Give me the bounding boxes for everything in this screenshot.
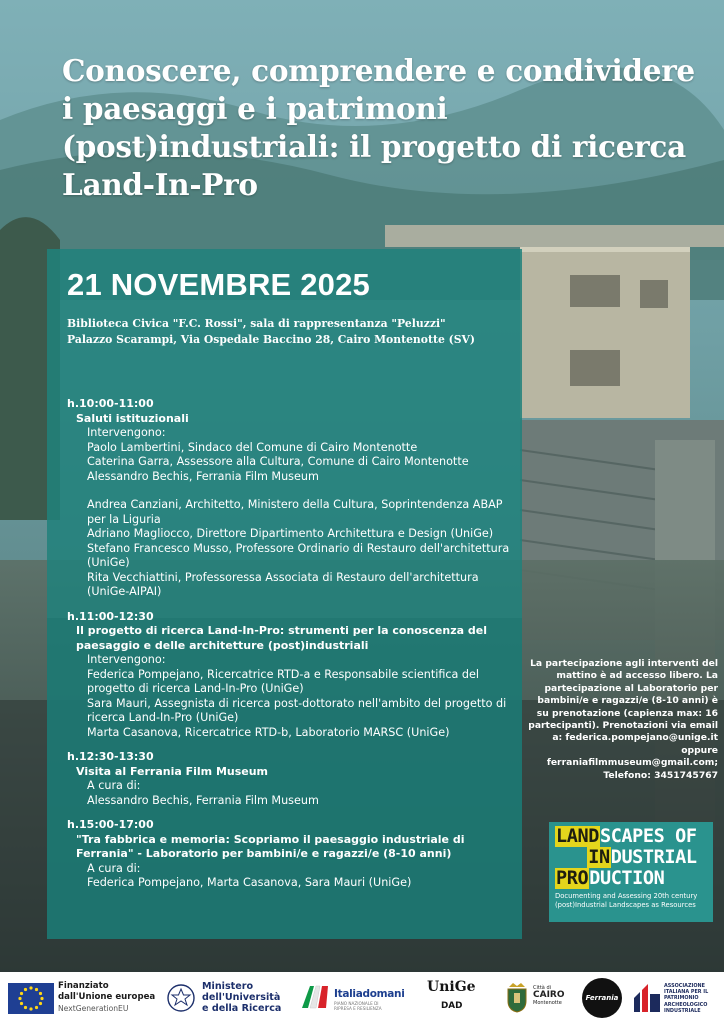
session-label: A cura di: (87, 779, 141, 792)
italiadomani-flag-icon (300, 982, 332, 1012)
speaker: Caterina Garra, Assessore alla Cultura, Comune di Cairo Montenotte (87, 455, 469, 468)
session-time: h.12:30-13:30 (67, 750, 154, 763)
venue-line-2: Palazzo Scarampi, Via Ospedale Baccino 28, Cairo Montenotte (SV) (67, 333, 475, 346)
aipai-logo-icon (632, 982, 662, 1014)
session-topic: Visita al Ferrania Film Museum (76, 764, 269, 778)
speaker: Federica Pompejano, Ricercatrice RTD-a e Responsabile scientifica del progetto di ricerca Land-In-Pro (UniGe) (87, 667, 480, 695)
speaker: Marta Casanova, Ricercatrice RTD-b, Laboratorio MARSC (UniGe) (87, 725, 450, 739)
logo-line-1: LANDSCAPES OF (556, 826, 697, 847)
eu-funding-text: Finanziato dall'Unione europea NextGenerationEU (58, 981, 156, 1013)
session-label: Intervengono: (87, 653, 166, 666)
dad-label: DAD (441, 1001, 463, 1011)
participation-info: La partecipazione agli interventi del mattino è ad accesso libero. La partecipazione al Laboratorio per bambini/e e ragazzi/e (8-10 anni) è su prenotazione (capienza max: 16 partecipanti). Prenotazioni via email a: federica.pompejano@unige.it oppure ferraniafilmmuseum@gmail.com; Telefono: 3451745767 (528, 658, 718, 781)
agenda-session (67, 610, 512, 741)
session-topic: Il progetto di ricerca Land-In-Pro: strumenti per la conoscenza del paesaggio e delle architetture (post)industriali (76, 624, 487, 652)
agenda-session (67, 818, 512, 891)
speaker: Alessandro Bechis, Ferrania Film Museum (87, 793, 319, 807)
italiadomani-text: Italiadomani (334, 988, 405, 1000)
speaker: Andrea Canziani, Architetto, Ministero della Cultura, Soprintendenza ABAP per la Liguria (87, 498, 503, 526)
agenda-session (67, 750, 512, 808)
agenda (67, 397, 512, 899)
land-in-pro-logo (549, 822, 713, 922)
event-title: Conoscere, comprendere e condividere i paesaggi e i patrimoni (post)industriali: il progetto di ricerca Land-In-Pro (62, 53, 695, 202)
session-topic: "Tra fabbrica e memoria: Scopriamo il paesaggio industriale di Ferrania" - Laboratorio per bambini/e e ragazzi/e (8-10 anni) (76, 832, 465, 860)
venue-line-1: Biblioteca Civica "F.C. Rossi", sala di rappresentanza "Peluzzi" (67, 317, 446, 330)
speaker: Alessandro Bechis, Ferrania Film Museum (87, 469, 319, 483)
cairo-text: Città di CAIRO Montenotte (533, 985, 565, 1006)
event-date: 21 NOVEMBRE 2025 (67, 267, 370, 302)
italiadomani-subtitle: PIANO NAZIONALE DI RIPRESA E RESILIENZA (334, 1001, 382, 1011)
venue (67, 316, 517, 348)
speaker: Federica Pompejano, Marta Casanova, Sara Mauri (UniGe) (87, 876, 412, 889)
logo-line-3: PRODUCTION (556, 868, 665, 889)
speaker: Rita Vecchiattini, Professoressa Associata di Restauro dell'architettura (UniGe-AIPAI) (87, 570, 479, 598)
eu-flag-icon (8, 983, 54, 1014)
logo-subtitle: Documenting and Assessing 20th century (post)Industrial Landscapes as Resources (555, 892, 698, 909)
session-time: h.10:00-11:00 (67, 397, 154, 410)
unige-logo: UniGe (427, 979, 476, 995)
republic-seal-icon (166, 983, 196, 1013)
session-label: Intervengono: (87, 426, 166, 439)
logo-line-2: INDUSTRIAL (588, 847, 697, 868)
ferrania-film-museum-logo: Ferrania (582, 978, 622, 1018)
session-topic: Saluti istituzionali (76, 411, 189, 425)
speaker: Stefano Francesco Musso, Professore Ordinario di Restauro dell'architettura (UniGe) (87, 541, 510, 569)
agenda-session (67, 397, 512, 600)
mur-text: Ministero dell'Università e della Ricerca (202, 981, 282, 1014)
speaker: Sara Mauri, Assegnista di ricerca post-dottorato nell'ambito del progetto di ricerca Land-In-Pro (UniGe) (87, 696, 507, 724)
speaker: Paolo Lambertini, Sindaco del Comune di Cairo Montenotte (87, 440, 418, 454)
session-label: A cura di: (87, 861, 141, 875)
aipai-text: ASSOCIAZIONE ITALIANA PER IL PATRIMONIO ARCHEOLOGICO INDUSTRIALE (664, 983, 709, 1014)
session-time: h.15:00-17:00 (67, 818, 154, 831)
sponsor-footer (0, 972, 724, 1024)
speaker: Adriano Magliocco, Direttore Dipartimento Architettura e Design (UniGe) (87, 527, 494, 540)
session-time: h.11:00-12:30 (67, 609, 154, 623)
cairo-crest-icon (505, 981, 529, 1014)
